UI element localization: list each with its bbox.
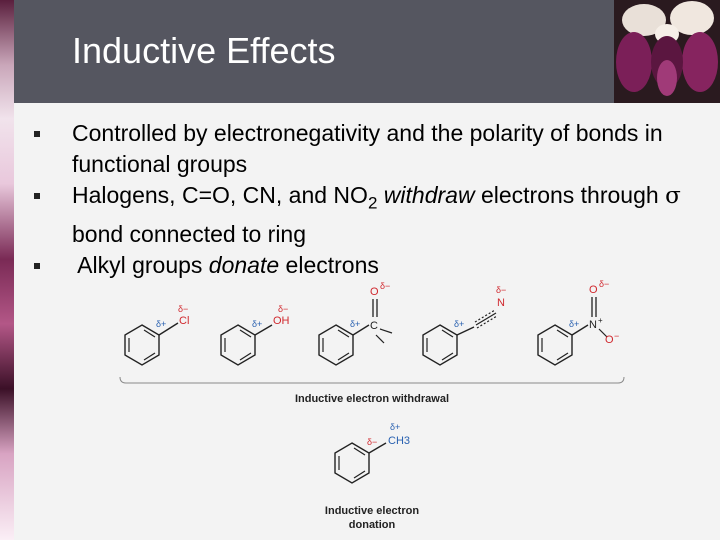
decorative-orchid-strip [0, 0, 14, 540]
nitrile-nitrogen-label: N [497, 297, 505, 309]
carbonyl-oxygen-label: O [370, 286, 379, 298]
withdrawal-bracket [120, 377, 624, 383]
nitro-nitrogen-label: N [589, 319, 597, 331]
bullet-marker [34, 193, 40, 199]
bullet-text [72, 180, 694, 250]
delta-minus-label: δ− [367, 437, 378, 447]
nitro-oxygen-label: O [589, 284, 598, 296]
delta-plus-label: δ+ [350, 319, 361, 329]
bullet-item [34, 118, 694, 180]
delta-minus-label: δ− [599, 279, 610, 289]
bullet-text: Controlled by electronegativity and the polarity of bonds in functional groups [72, 120, 663, 177]
methyl-label: CH3 [388, 435, 411, 447]
delta-plus-label: δ+ [454, 319, 465, 329]
bullet-item [34, 180, 694, 250]
carbonyl-carbon-label: C [370, 320, 378, 332]
inductive-effects-diagram [100, 279, 640, 535]
slide-title: Inductive Effects [72, 30, 336, 71]
emphasis-donate: donate [208, 251, 280, 278]
delta-minus-label: δ− [178, 304, 189, 314]
withdrawal-caption: Inductive electron withdrawal [294, 393, 450, 405]
nitro-minus-charge: − [614, 331, 620, 341]
bullet-text-part: electrons [279, 251, 379, 278]
bullet-marker [34, 131, 40, 137]
bullet-text-part: Halogens, C=O, CN, and NO [72, 182, 368, 208]
carbonyl-structure [319, 281, 392, 365]
toluene-structure [335, 422, 410, 483]
phenol-structure [221, 304, 290, 365]
nitro-plus-charge: + [598, 316, 603, 325]
chlorine-label: Cl [179, 315, 190, 327]
chlorobenzene-structure [125, 304, 189, 365]
bullet-list [34, 118, 694, 281]
delta-minus-label: δ− [380, 281, 391, 291]
sigma-symbol: σ [665, 183, 681, 209]
bullet-marker [34, 263, 40, 269]
delta-plus-label: δ+ [390, 422, 401, 432]
orchid-image [614, 0, 720, 103]
subscript-2: 2 [367, 193, 378, 213]
delta-plus-label: δ+ [569, 319, 580, 329]
bullet-text-part: bond connected to ring [72, 220, 307, 247]
hydroxyl-label: OH [273, 315, 290, 327]
bullet-text-part: Alkyl groups [72, 251, 209, 278]
bullet-text-part: electrons through [474, 182, 666, 208]
donation-caption-line2: donation [348, 519, 396, 531]
bullet-item [34, 250, 694, 281]
delta-plus-label: δ+ [252, 319, 263, 329]
nitro-oxygen-label: O [605, 334, 614, 346]
delta-plus-label: δ+ [156, 319, 167, 329]
title-bar [14, 0, 614, 103]
nitrile-structure [423, 285, 506, 365]
donation-caption-line1: Inductive electron [324, 505, 420, 517]
delta-minus-label: δ− [496, 285, 507, 295]
nitrobenzene-structure [538, 279, 619, 365]
bullet-text [72, 250, 694, 281]
orchid-photo [614, 0, 720, 103]
emphasis-withdraw: withdraw [383, 182, 475, 208]
delta-minus-label: δ− [278, 304, 289, 314]
